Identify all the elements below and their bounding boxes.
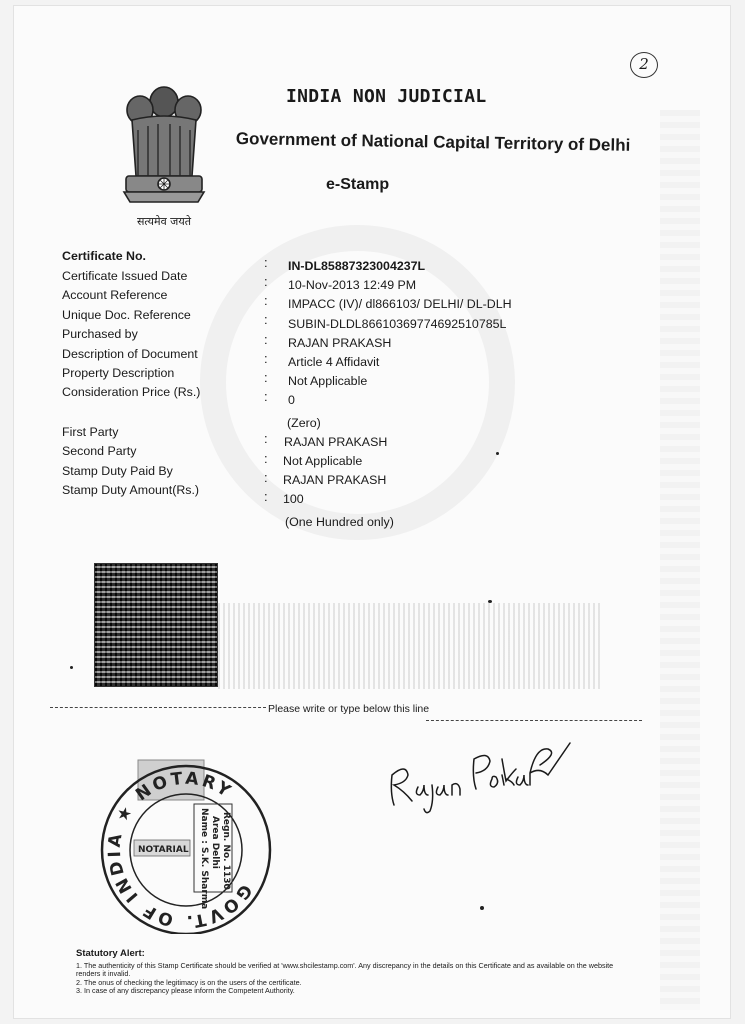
colon: : (264, 293, 268, 308)
value-unique-doc-reference: SUBIN-DLDL86610369774692510785L (288, 317, 507, 331)
seal-name-text: Name : S.K. Sharma (199, 808, 209, 910)
security-border-pattern (660, 110, 700, 1010)
value-account-reference: IMPACC (IV)/ dl866103/ DELHI/ DL-DLH (288, 297, 512, 311)
colon: : (264, 255, 268, 270)
statutory-alert-item: 1. The authenticity of this Stamp Certificate should be verified at 'www.shcilestamp.com'. Any discrepancy in the details on this Certificate and as available on the website renders it invalid. (76, 961, 614, 979)
document-subtitle: Government of National Capital Territory of Delhi (235, 129, 631, 155)
label-first-party: First Party (62, 425, 119, 439)
value-description: Article 4 Affidavit (288, 355, 380, 369)
colon: : (264, 332, 268, 347)
page-number: 2 (630, 52, 658, 78)
label-purchased-by: Purchased by (62, 327, 138, 341)
qr-code (94, 563, 218, 687)
seal-notarial-text: NOTARIAL (138, 845, 189, 855)
value-stamp-duty-amount: 100 (283, 492, 304, 506)
label-consideration-price: Consideration Price (Rs.) (62, 385, 201, 399)
scan-speck (480, 906, 484, 910)
label-certificate-no: Certificate No. (62, 249, 146, 263)
emblem-motto: सत्यमेव जयते (136, 215, 191, 228)
colon: : (264, 312, 268, 327)
colon: : (264, 351, 268, 366)
statutory-alert (76, 948, 636, 996)
label-description: Description of Document (62, 347, 198, 361)
statutory-alert-item: 3. In case of any discrepancy please inform the Competent Authority. (76, 986, 295, 996)
label-property-description: Property Description (62, 366, 175, 380)
label-stamp-duty-amount: Stamp Duty Amount(Rs.) (62, 483, 200, 497)
colon: : (264, 451, 268, 466)
colon: : (264, 274, 268, 289)
label-stamp-duty-paid-by: Stamp Duty Paid By (62, 464, 173, 478)
seal-outer-text: GOVT. OF INDIA ★ NOTARY (104, 768, 256, 932)
value-certificate-no: IN-DL85887323004237L (288, 259, 426, 273)
colon: : (264, 489, 268, 504)
value-purchased-by: RAJAN PRAKASH (288, 336, 392, 350)
scan-speck (496, 452, 499, 455)
value-consideration-price: 0 (288, 393, 295, 407)
faded-barcode-band (218, 603, 602, 689)
value-first-party: RAJAN PRAKASH (284, 435, 388, 449)
cut-line-right (426, 720, 642, 721)
value-issued-date: 10-Nov-2013 12:49 PM (288, 278, 417, 292)
label-account-reference: Account Reference (62, 288, 168, 302)
stamp-type: e-Stamp (326, 176, 390, 193)
label-second-party: Second Party (62, 444, 137, 458)
colon: : (264, 470, 268, 485)
value-consideration-words: (Zero) (287, 416, 321, 430)
seal-regn-text: Regn. No. 1130 (221, 812, 231, 890)
write-below-line-text: Please write or type below this line (268, 703, 430, 715)
value-property-description: Not Applicable (288, 374, 368, 388)
scan-speck (70, 666, 73, 669)
handwritten-signature (380, 725, 580, 815)
colon: : (264, 389, 268, 404)
scan-speck (488, 600, 492, 603)
value-stamp-duty-words: (One Hundred only) (285, 515, 394, 529)
seal-area-text: Area Delhi (210, 816, 220, 869)
colon: : (264, 431, 268, 446)
label-unique-doc-reference: Unique Doc. Reference (62, 308, 191, 322)
statutory-alert-item: 2. The onus of checking the legitimacy is on the users of the certificate. (76, 977, 302, 987)
value-stamp-duty-paid-by: RAJAN PRAKASH (283, 473, 387, 487)
cut-line-left (50, 707, 266, 708)
value-second-party: Not Applicable (283, 454, 363, 468)
label-issued-date: Certificate Issued Date (62, 269, 188, 283)
document-title: INDIA NON JUDICIAL (286, 86, 487, 107)
statutory-alert-heading: Statutory Alert: (76, 948, 145, 959)
colon: : (264, 370, 268, 385)
notary-seal (98, 758, 274, 934)
ashoka-emblem-icon (118, 80, 210, 210)
